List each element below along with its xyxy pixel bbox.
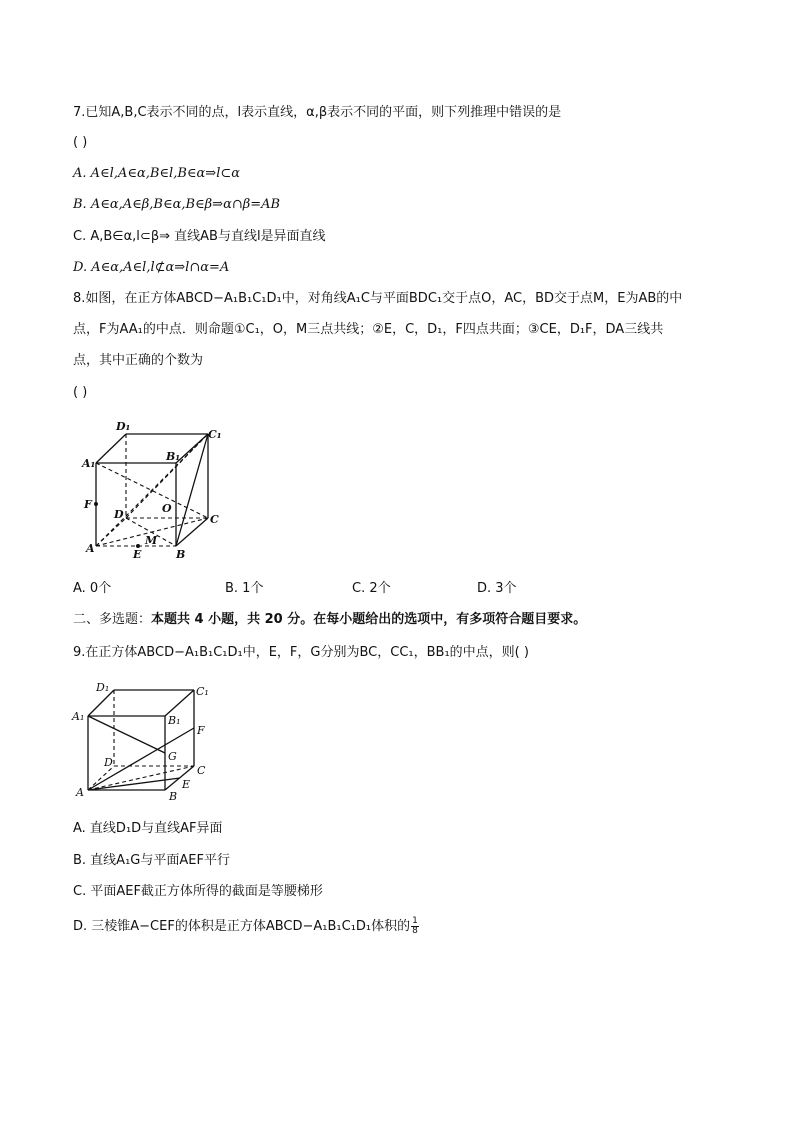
label-b: B bbox=[176, 548, 186, 561]
section-2-prefix: 二、多选题： bbox=[73, 612, 152, 627]
q7-answer-paren: ( ) bbox=[73, 135, 88, 150]
label-e: E bbox=[133, 548, 142, 561]
label-b1: B₁ bbox=[168, 714, 181, 727]
q7-option-c: C. A,B∈α,l⊂β⇒ 直线AB与直线l是异面直线 bbox=[73, 229, 326, 244]
label-a: A bbox=[76, 786, 84, 799]
label-a1: A₁ bbox=[82, 457, 96, 470]
q9-cube-figure bbox=[70, 678, 220, 804]
q8-option-c: C. 2个 bbox=[352, 581, 391, 596]
q9-option-c: C. 平面AEF截正方体所得的截面是等腰梯形 bbox=[73, 884, 323, 899]
q7-option-b: B. A∈α,A∈β,B∈α,B∈β⇒α∩β=AB bbox=[73, 197, 281, 212]
q7-option-a: A. A∈l,A∈α,B∈l,B∈α⇒l⊂α bbox=[73, 166, 241, 181]
label-c: C bbox=[197, 764, 206, 777]
section-2-header bbox=[73, 611, 586, 629]
label-c1: C₁ bbox=[196, 685, 209, 698]
label-b: B bbox=[169, 790, 178, 803]
fraction-numerator: 1 bbox=[412, 916, 418, 926]
q8-answer-paren: ( ) bbox=[73, 385, 88, 400]
section-2-instructions: 本题共 4 小题，共 20 分。在每小题给出的选项中，有多项符合题目要求。 bbox=[151, 612, 587, 627]
q9-option-d-text: D. 三棱锥A−CEF的体积是正方体ABCD−A₁B₁C₁D₁体积的 bbox=[73, 919, 411, 934]
label-c: C bbox=[210, 513, 219, 526]
q8-option-a: A. 0个 bbox=[73, 581, 112, 596]
label-f: F bbox=[197, 724, 205, 737]
label-b1: B₁ bbox=[166, 450, 181, 463]
label-o: O bbox=[162, 502, 172, 515]
label-c1: C₁ bbox=[208, 428, 222, 441]
label-d1: D₁ bbox=[116, 420, 131, 433]
q9-option-d bbox=[73, 917, 419, 936]
q7-stem: 7.已知A,B,C表示不同的点，l表示直线，α,β表示不同的平面，则下列推理中错误的是 bbox=[73, 105, 562, 120]
q8-stem-line2: 点，F为AA₁的中点．则命题①C₁，O，M三点共线；②E，C，D₁，F四点共面；③CE，D₁F，DA三线共 bbox=[73, 322, 664, 337]
label-a: A bbox=[86, 542, 95, 555]
q7-option-d: D. A∈α,A∈l,l⊄α⇒l∩α=A bbox=[73, 260, 230, 275]
q8-option-d: D. 3个 bbox=[477, 581, 517, 596]
label-d: D bbox=[114, 508, 124, 521]
q9-option-d-fraction bbox=[411, 917, 419, 936]
q9-option-b: B. 直线A₁G与平面AEF平行 bbox=[73, 853, 230, 868]
label-m: M bbox=[145, 534, 158, 547]
q8-cube-figure bbox=[80, 418, 230, 564]
label-d: D bbox=[104, 756, 113, 769]
label-g: G bbox=[168, 750, 177, 763]
q9-option-a: A. 直线D₁D与直线AF异面 bbox=[73, 821, 223, 836]
label-a1: A₁ bbox=[72, 710, 85, 723]
label-d1: D₁ bbox=[96, 681, 110, 694]
q8-stem-line1: 8.如图，在正方体ABCD−A₁B₁C₁D₁中，对角线A₁C与平面BDC₁交于点O，AC，BD交于点M，E为AB的中 bbox=[73, 291, 683, 306]
q8-stem-line3: 点，其中正确的个数为 bbox=[73, 353, 204, 368]
label-f: F bbox=[84, 498, 92, 511]
q8-option-b: B. 1个 bbox=[225, 581, 264, 596]
q9-stem: 9.在正方体ABCD−A₁B₁C₁D₁中，E，F，G分别为BC，CC₁，BB₁的中点，则( ) bbox=[73, 645, 529, 660]
fraction-denominator: 8 bbox=[412, 926, 418, 936]
label-e: E bbox=[182, 778, 191, 791]
